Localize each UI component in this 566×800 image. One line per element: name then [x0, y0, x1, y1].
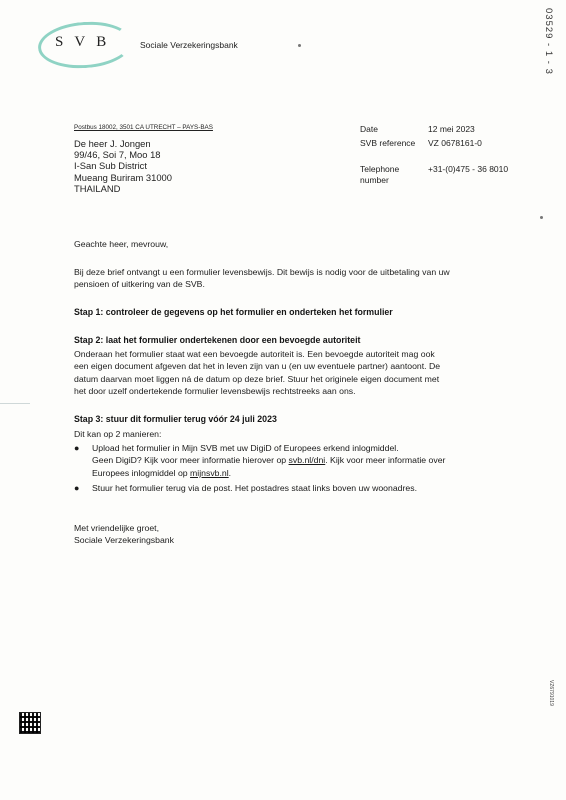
closing	[74, 522, 174, 547]
form-code: VZ6791019	[548, 680, 554, 706]
logo-letter-b: B	[96, 34, 109, 50]
step3-options-list	[72, 442, 522, 495]
qr-code-icon	[19, 712, 41, 734]
list-item	[72, 482, 522, 494]
option-upload-line3	[92, 467, 522, 479]
option-upload-line1: Upload het formulier in Mijn SVB met uw DigiD of Europees erkend inlogmiddel.	[92, 443, 399, 453]
step2-paragraph	[74, 348, 534, 398]
logo-org-name: Sociale Verzekeringsbank	[140, 40, 238, 50]
scan-line-mark	[0, 403, 30, 404]
option-upload-text: Geen DigiD? Kijk voor meer informatie hierover op	[92, 455, 289, 466]
intro-paragraph	[74, 266, 534, 291]
bullet-icon: ●	[74, 443, 80, 453]
side-reference-number: 03529 - 1 - 3	[543, 8, 554, 75]
intro-line-2: pensioen of uitkering van de SVB.	[74, 279, 205, 290]
intro-line-1: Bij deze brief ontvangt u een formulier levensbewijs. Dit bewijs is nodig voor de uitbetaling van uw	[74, 267, 450, 277]
step2-line-3: datum daarvan moet liggen ná de datum op deze brief. Stuur het originele eigen document met	[74, 373, 440, 384]
recipient-address	[74, 138, 172, 194]
recipient-line-street: 99/46, Soi 7, Moo 18	[74, 149, 161, 161]
option-post-text: Stuur het formulier terug via de post. Het postadres staat links boven uw woonadres.	[92, 483, 417, 494]
bullet-icon: ●	[74, 483, 80, 494]
option-upload-text2-end: .	[228, 467, 232, 478]
option-upload-text2: Europees inlogmiddel op	[92, 467, 191, 478]
step3-intro: Dit kan op 2 manieren:	[74, 429, 162, 439]
option-upload-line2	[92, 454, 522, 466]
telephone-value: +31-(0)475 - 36 8010	[428, 164, 509, 174]
svb-logo-letters	[55, 34, 117, 51]
logo-letter-s: S	[55, 34, 66, 50]
recipient-line-country: THAILAND	[74, 182, 121, 194]
step2-line-2: een eigen document afgeven dat het in leven zijn van u (en uw eventuele partner) aantoont. De	[74, 361, 441, 372]
telephone-label-line1: Telephone	[360, 164, 400, 174]
date-label: Date	[360, 124, 378, 134]
reference-value: VZ 0678161-0	[428, 138, 482, 148]
recipient-line-name: De heer J. Jongen	[74, 138, 151, 149]
reference-label: SVB reference	[360, 138, 416, 148]
step2-line-1: Onderaan het formulier staat wat een bevoegde autoriteit is. Een bevoegde autoriteit mag ook	[74, 349, 435, 359]
recipient-line-city: Mueang Buriram 31000	[74, 171, 172, 183]
svb-dni-link[interactable]: svb.nl/dni	[288, 455, 326, 466]
closing-greeting: Met vriendelijke groet,	[74, 523, 159, 533]
list-item	[72, 442, 522, 479]
option-upload-text-end: . Kijk voor meer informatie over	[325, 455, 446, 466]
scan-dot-mark	[298, 44, 301, 47]
salutation: Geachte heer, mevrouw,	[74, 239, 169, 249]
step2-line-4: het door uzelf ondertekende formulier levensbewijs rechtstreeks aan ons.	[74, 386, 356, 397]
closing-sender: Sociale Verzekeringsbank	[74, 535, 174, 546]
telephone-label-line2: number	[360, 175, 389, 185]
logo-letter-v: V	[74, 34, 88, 50]
mijnsvb-link[interactable]: mijnsvb.nl	[190, 467, 229, 478]
step2-heading: Stap 2: laat het formulier ondertekenen door een bevoegde autoriteit	[74, 335, 361, 345]
scan-dot-mark	[540, 216, 543, 219]
date-value: 12 mei 2023	[428, 124, 475, 134]
return-address: Postbus 18002, 3501 CA UTRECHT – PAYS-BAS	[74, 124, 213, 131]
step1-heading: Stap 1: controleer de gegevens op het formulier en onderteken het formulier	[74, 307, 393, 317]
recipient-line-district: I-San Sub District	[74, 160, 147, 172]
telephone-label	[360, 164, 399, 186]
step3-heading: Stap 3: stuur dit formulier terug vóór 24 juli 2023	[74, 414, 277, 424]
